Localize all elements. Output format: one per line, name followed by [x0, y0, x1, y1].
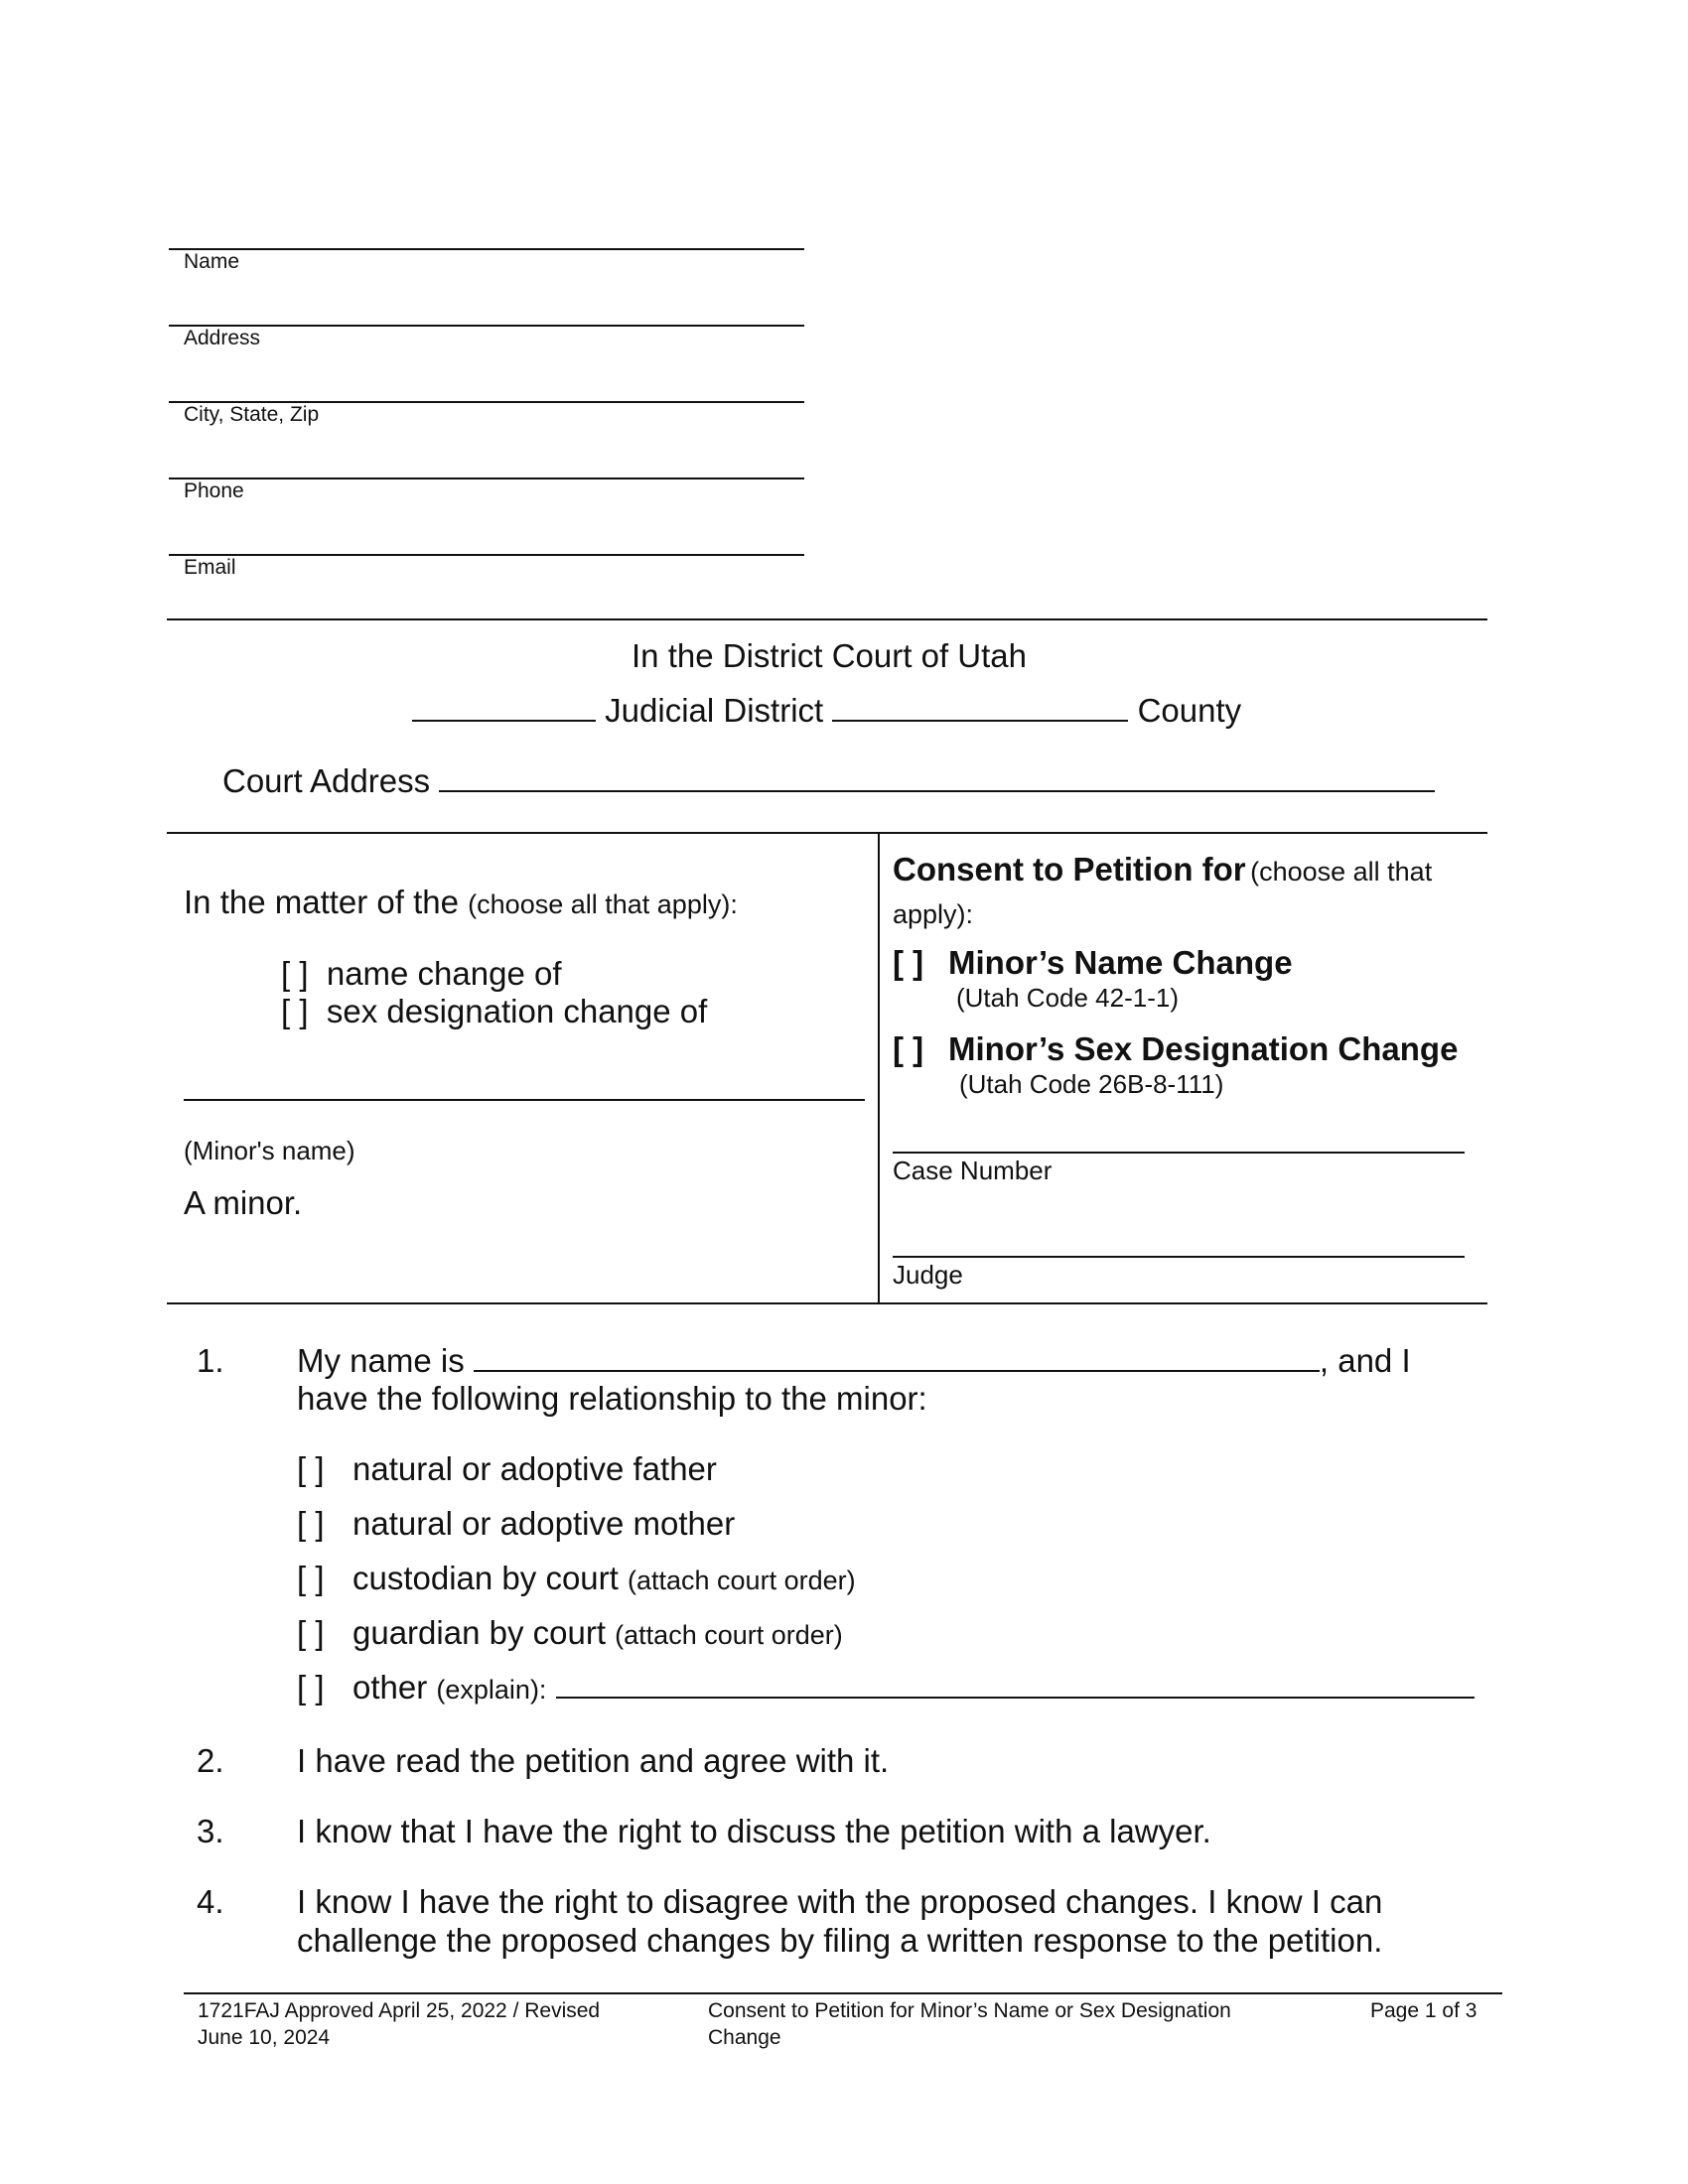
court-title: In the District Court of Utah	[632, 637, 1027, 674]
relationship-father[interactable]: [ ] natural or adoptive father	[297, 1450, 717, 1487]
email-label: Email	[184, 556, 236, 579]
minor-name-line[interactable]	[184, 1099, 865, 1101]
item-4-line-1: I know I have the right to disagree with the proposed changes. I know I can	[297, 1883, 1383, 1920]
checkbox[interactable]: [ ]	[893, 944, 924, 981]
caption-divider	[878, 832, 880, 1303]
item-1-line: My name is , and I	[297, 1342, 1411, 1379]
item-1-number: 1.	[197, 1342, 224, 1379]
phone-label: Phone	[184, 479, 244, 502]
item-4-number: 4.	[197, 1883, 224, 1920]
checkbox[interactable]: [ ]	[297, 1450, 325, 1487]
checkbox[interactable]: [ ]	[297, 1614, 325, 1651]
consent-heading: Consent to Petition for (choose all that apply):	[893, 851, 1433, 929]
minor-name-label: (Minor's name)	[184, 1136, 355, 1165]
item-4-line-2: challenge the proposed changes by filing a written response to the petition.	[297, 1922, 1383, 1959]
court-address-label: Court Address	[222, 762, 431, 799]
name-line[interactable]	[169, 248, 804, 250]
county-blank[interactable]	[832, 720, 1128, 722]
checkbox[interactable]: [ ]	[297, 1560, 325, 1596]
judicial-district-label: Judicial District	[605, 692, 824, 729]
footer-page-number: Page 1 of 3	[1370, 1999, 1477, 2022]
footer-doc-title: Consent to Petition for Minor’s Name or Sex Designation Change	[708, 1999, 1231, 2049]
checkbox[interactable]: [ ]	[893, 1030, 924, 1067]
relationship-other[interactable]: [ ] other (explain):	[297, 1669, 1475, 1706]
judge-line[interactable]	[893, 1256, 1465, 1258]
footer-form-id: 1721FAJ Approved April 25, 2022 / Revised June 10, 2024	[198, 1999, 601, 2049]
other-explain-blank[interactable]	[556, 1697, 1475, 1699]
judicial-district-blank[interactable]	[412, 720, 596, 722]
court-address-line	[222, 762, 1435, 800]
email-line[interactable]	[169, 554, 804, 556]
case-number-label: Case Number	[893, 1156, 1053, 1185]
item-2-number: 2.	[197, 1742, 224, 1779]
case-number-line[interactable]	[893, 1152, 1465, 1154]
caption-bottom-border	[167, 1302, 1487, 1304]
a-minor: A minor.	[184, 1184, 303, 1221]
county-label: County	[1137, 692, 1242, 729]
item-3-number: 3.	[197, 1813, 224, 1849]
relationship-custodian[interactable]: [ ] custodian by court (attach court order)	[297, 1560, 856, 1596]
relationship-guardian[interactable]: [ ] guardian by court (attach court order)	[297, 1614, 843, 1651]
name-label: Name	[184, 250, 240, 273]
caption-top-border	[167, 832, 1487, 834]
address-label: Address	[184, 327, 261, 349]
petition-option-sex-designation[interactable]: [ ] Minor’s Sex Designation Change	[893, 1030, 1459, 1067]
checkbox[interactable]: [ ]	[297, 1505, 325, 1542]
divider	[167, 618, 1487, 620]
matter-heading: In the matter of the (choose all that apply):	[184, 884, 738, 920]
relationship-mother[interactable]: [ ] natural or adoptive mother	[297, 1505, 736, 1542]
petition-2-code: (Utah Code 26B-8-111)	[959, 1069, 1224, 1099]
item-2-text: I have read the petition and agree with it.	[297, 1742, 890, 1779]
phone-line[interactable]	[169, 478, 804, 479]
matter-option-sex-designation[interactable]: [ ] sex designation change of	[281, 993, 708, 1029]
item-3-text: I know that I have the right to discuss the petition with a lawyer.	[297, 1813, 1211, 1849]
court-address-blank[interactable]	[439, 790, 1435, 792]
checkbox[interactable]: [ ]	[297, 1669, 325, 1706]
city-state-zip-label: City, State, Zip	[184, 403, 320, 426]
petition-1-code: (Utah Code 42-1-1)	[956, 983, 1179, 1013]
district-county-line	[412, 692, 1241, 730]
petition-option-name[interactable]: [ ] Minor’s Name Change	[893, 944, 1293, 981]
my-name-blank[interactable]	[474, 1370, 1320, 1372]
footer-divider	[184, 1992, 1502, 1994]
matter-option-name-change[interactable]: [ ] name change of	[281, 955, 562, 992]
item-1-continuation: have the following relationship to the minor:	[297, 1380, 927, 1417]
judge-label: Judge	[893, 1260, 963, 1290]
address-line[interactable]	[169, 325, 804, 327]
